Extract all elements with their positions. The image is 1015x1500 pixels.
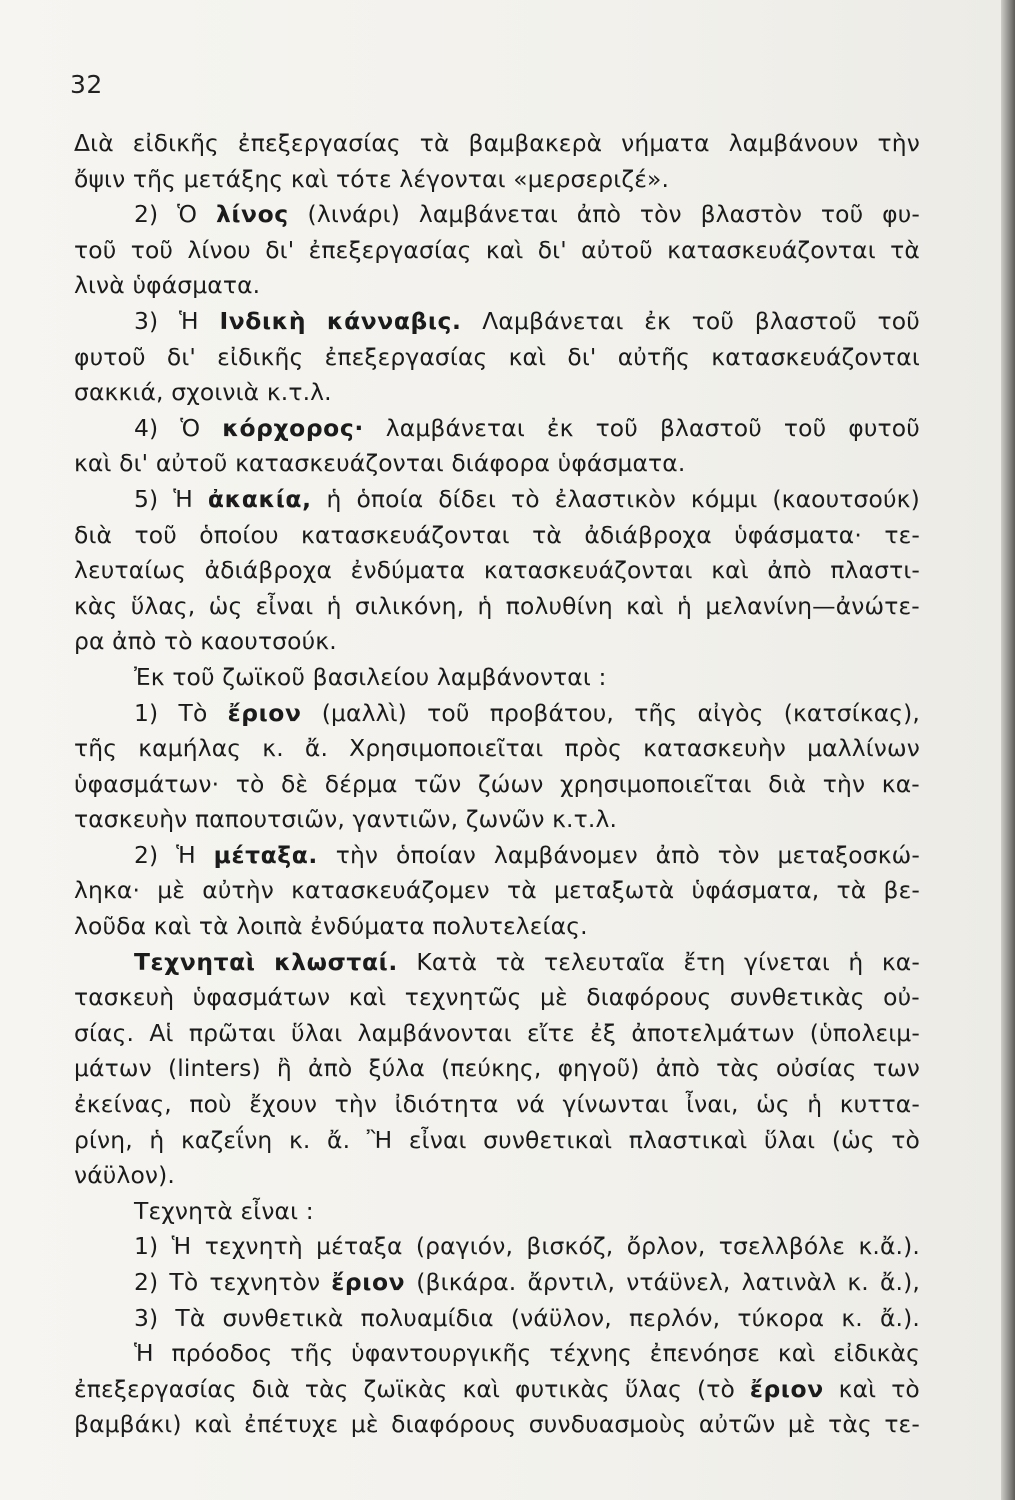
text-line: Διὰ εἰδικῆς ἐπεξεργασίας τὰ βαμβακερὰ νήματα λαμβάνουν τὴν <box>74 129 920 157</box>
text-line: Τεχνητὰ εἶναι : <box>134 1196 314 1225</box>
text-line: ρα ἀπὸ τὸ καουτσούκ. <box>74 627 337 656</box>
text-line: τῆς καμήλας κ. ἄ. Χρησιμοποιεῖται πρὸς κατασκευὴν μαλλίνων <box>74 734 920 763</box>
text-line: ληκα· μὲ αὐτὴν κατασκευάζομεν τὰ μεταξωτὰ ὑφάσματα, τὰ βε- <box>74 876 920 905</box>
text-line: μάτων (linters) ἢ ἀπὸ ξύλα (πεύκης, φηγοῦ) ἀπὸ τὰς οὐσίας των <box>74 1054 920 1083</box>
page-number: 32 <box>70 70 103 99</box>
text-line: φυτοῦ δι' εἰδικῆς ἐπεξεργασίας καὶ δι' αὐτῆς κατασκευάζονται <box>74 342 920 371</box>
text-line: λευταίως ἀδιάβροχα ἐνδύματα κατασκευάζονται καὶ ἀπὸ πλαστι- <box>74 556 920 585</box>
text-line: σίας. Αἱ πρῶται ὕλαι λαμβάνονται εἴτε ἐξ ἀποτελμάτων (ὑπολειμ- <box>74 1018 920 1047</box>
text-line: 3) Τὰ συνθετικὰ πολυαμίδια (νάϋλον, περλόν, τύκορα κ. ἄ.). <box>134 1303 920 1332</box>
text-line: ἐκείνας, ποὺ ἔχουν τὴν ἰδιότητα νά γίνωνται ἶναι, ὡς ἡ κυττα- <box>74 1090 920 1119</box>
text-line: τασκευὴν παπουτσιῶν, γαντιῶν, ζωνῶν κ.τ.λ. <box>74 805 618 834</box>
text-line: ρίνη, ἡ καζεΐνη κ. ἄ. Ἢ εἶναι συνθετικαὶ πλαστικαὶ ὕλαι (ὡς τὸ <box>74 1125 920 1154</box>
text-line: τοῦ τοῦ λίνου δι' ἐπεξεργασίας καὶ δι' αὐτοῦ κατασκευάζονται τὰ <box>74 235 920 264</box>
text-line: 4) Ὁ κόρχορος· λαμβάνεται ἐκ τοῦ βλαστοῦ τοῦ φυτοῦ <box>134 413 920 442</box>
text-line: 3) Ἡ Ινδικὴ κάνναβις. Λαμβάνεται ἐκ τοῦ βλαστοῦ τοῦ <box>134 306 920 335</box>
text-line: 1) Ἡ τεχνητὴ μέταξα (ραγιόν, βισκόζ, ὄρλον, τσελλβόλε κ.ἄ.). <box>134 1232 920 1261</box>
text-line: λινὰ ὑφάσματα. <box>74 271 261 300</box>
text-line: ὑφασμάτων· τὸ δὲ δέρμα τῶν ζώων χρησιμοποιεῖται διὰ τὴν κα- <box>74 769 920 798</box>
text-line: σακκιά, σχοινιὰ κ.τ.λ. <box>74 378 332 407</box>
text-line: Ἐκ τοῦ ζωϊκοῦ βασιλείου λαμβάνονται : <box>134 662 607 691</box>
text-line: ἐπεξεργασίας διὰ τὰς ζωϊκὰς καὶ φυτικὰς ὕλας (τὸ ἔριον καὶ τὸ <box>74 1374 920 1403</box>
text-line: ὄψιν τῆς μετάξης καὶ τότε λέγονται «μερσεριζέ». <box>74 164 670 193</box>
text-line: 2) Ὁ λίνος (λινάρι) λαμβάνεται ἀπὸ τὸν βλαστὸν τοῦ φυ- <box>134 200 920 229</box>
text-line: λοῦδα καὶ τὰ λοιπὰ ἐνδύματα πολυτελείας. <box>74 912 588 941</box>
text-line: Τεχνηταὶ κλωσταί. Κατὰ τὰ τελευταῖα ἔτη γίνεται ἡ κα- <box>134 947 920 976</box>
text-line: βαμβάκι) καὶ ἐπέτυχε μὲ διαφόρους συνδυασμοὺς αὐτῶν μὲ τὰς τε- <box>74 1410 920 1439</box>
text-line: 2) Τὸ τεχνητὸν ἔριον (βικάρα. ἄρντιλ, ντάϋνελ, λατινὰλ κ. ἄ.), <box>134 1268 920 1296</box>
text-line: νάϋλον). <box>74 1161 175 1190</box>
text-line: κὰς ὕλας, ὡς εἶναι ἡ σιλικόνη, ἡ πολυθίνη καὶ ἡ μελανίνη—ἀνώτε- <box>74 591 920 620</box>
text-line: διὰ τοῦ ὁποίου κατασκευάζονται τὰ ἀδιάβροχα ὑφάσματα· τε- <box>74 520 920 549</box>
text-line: Ἡ πρόοδος τῆς ὑφαντουργικῆς τέχνης ἐπενόησε καὶ εἰδικὰς <box>134 1339 920 1368</box>
text-line: τασκευὴ ὑφασμάτων καὶ τεχνητῶς μὲ διαφόρους συνθετικὰς οὐ- <box>74 983 920 1012</box>
text-line: 5) Ἡ ἀκακία, ἡ ὁποία δίδει τὸ ἐλαστικὸν κόμμι (καουτσούκ) <box>134 484 920 513</box>
book-spine-shadow <box>1001 0 1015 1500</box>
text-line: 2) Ἡ μέταξα. τὴν ὁποίαν λαμβάνομεν ἀπὸ τὸν μεταξοσκώ- <box>134 840 920 869</box>
text-line: καὶ δι' αὐτοῦ κατασκευάζονται διάφορα ὑφάσματα. <box>74 449 686 478</box>
text-line: 1) Τὸ ἔριον (μαλλὶ) τοῦ προβάτου, τῆς αἰγὸς (κατσίκας), <box>134 698 920 727</box>
body-text <box>74 126 920 1443</box>
